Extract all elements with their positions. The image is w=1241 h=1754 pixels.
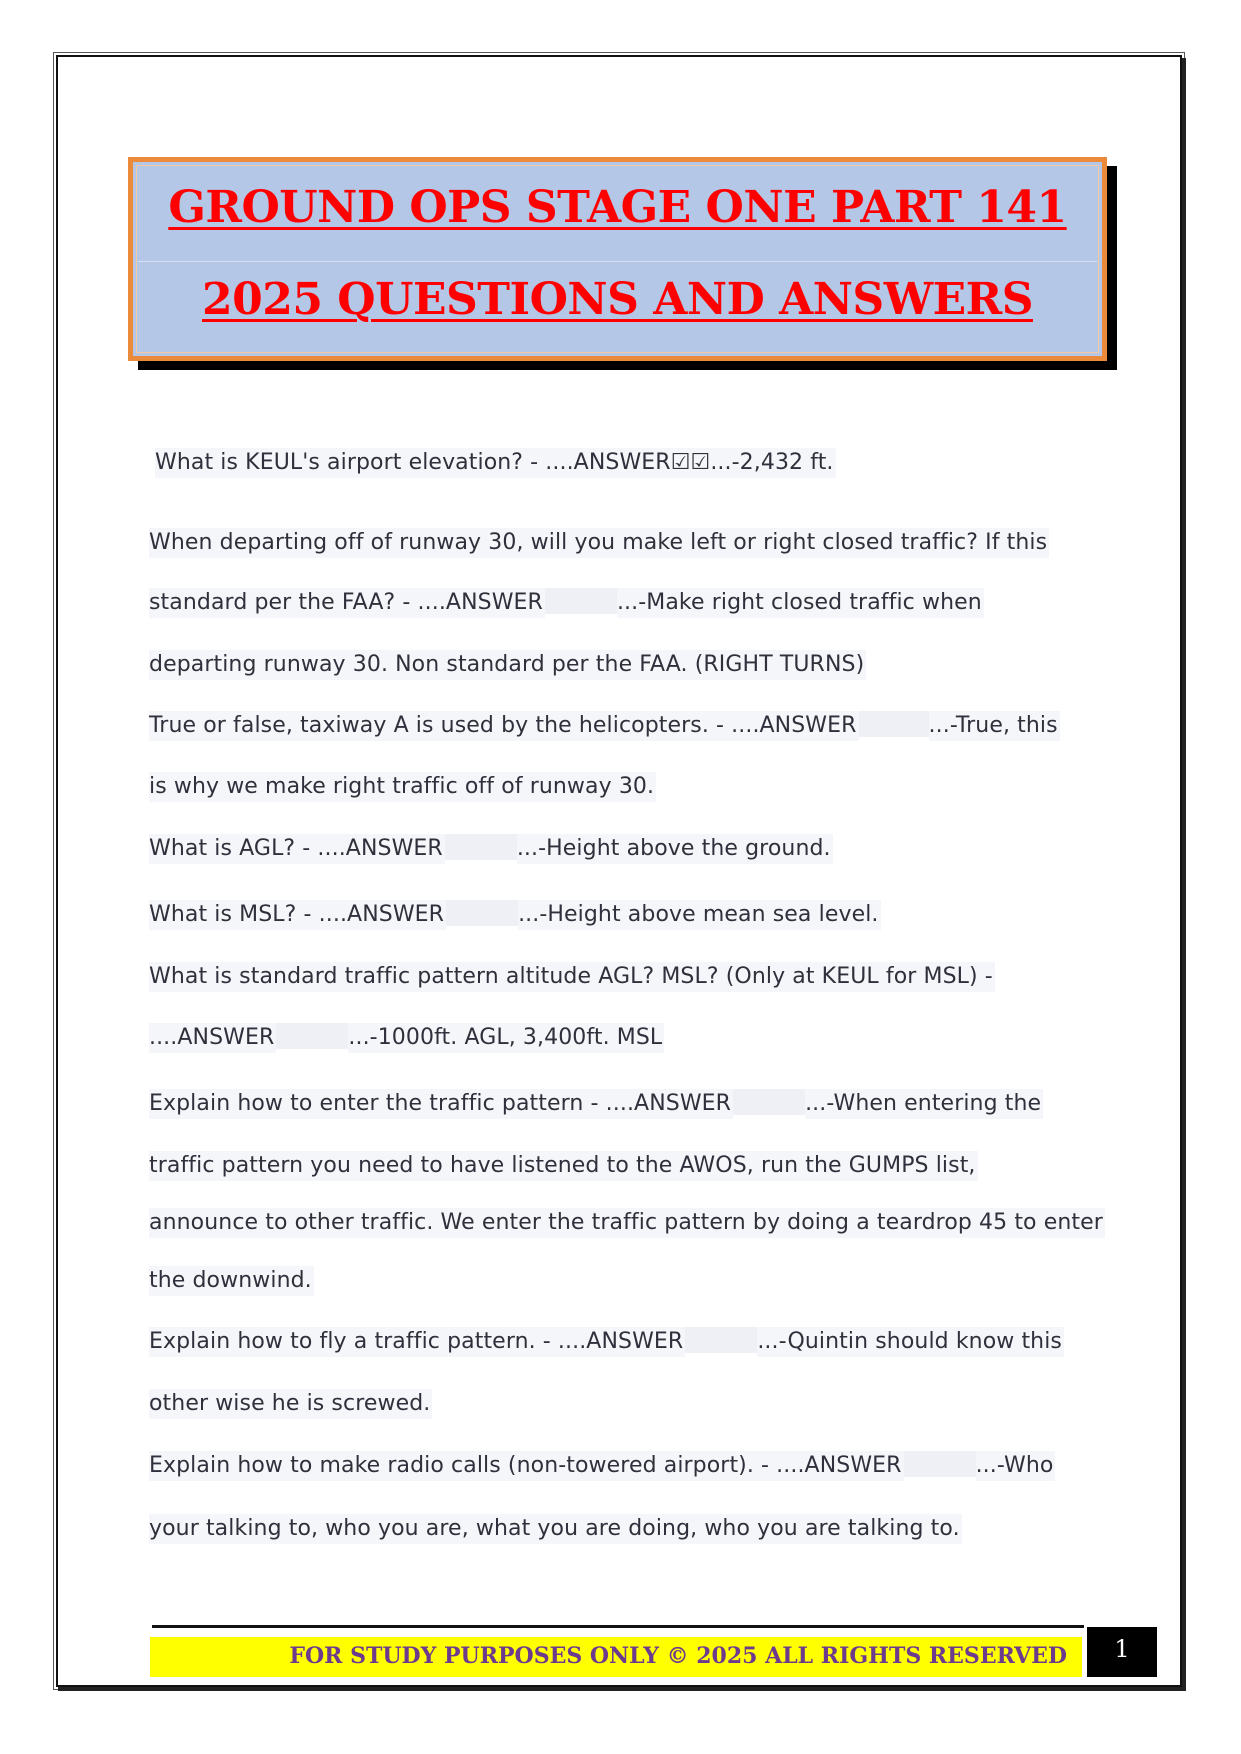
qa-line	[149, 711, 1060, 741]
qa-line	[149, 1389, 432, 1419]
qa-line	[149, 772, 656, 802]
title-divider	[138, 261, 1097, 262]
title-line-1: GROUND OPS STAGE ONE PART 141	[168, 182, 1067, 233]
qa-text: your talking to, who you are, what you are doing, who you are talking to.	[149, 1514, 962, 1544]
qa-line	[149, 1266, 314, 1296]
qa-line	[149, 528, 1049, 558]
qa-answer-text: ...-Make right closed traffic when	[617, 588, 984, 618]
qa-line	[149, 650, 866, 680]
qa-text: What is MSL? - ....ANSWER	[149, 900, 446, 930]
qa-text: is why we make right traffic off of runway 30.	[149, 772, 656, 802]
qa-line	[149, 1151, 978, 1181]
answer-gap	[446, 900, 518, 926]
qa-text: other wise he is screwed.	[149, 1389, 432, 1419]
qa-answer-text: ...-When entering the	[805, 1089, 1043, 1119]
qa-line	[149, 588, 984, 618]
qa-answer-text: ...-True, this	[929, 711, 1060, 741]
qa-text: announce to other traffic. We enter the traffic pattern by doing a teardrop 45 to enter	[149, 1208, 1105, 1238]
qa-line	[149, 1451, 1055, 1481]
answer-gap	[904, 1451, 976, 1477]
qa-line	[149, 1089, 1043, 1119]
qa-line	[149, 962, 995, 992]
qa-text: ....ANSWER	[149, 1023, 276, 1053]
answer-gap	[733, 1089, 805, 1115]
qa-answer-text: ...-Who	[976, 1451, 1056, 1481]
qa-line	[149, 1208, 1105, 1238]
qa-text: departing runway 30. Non standard per the FAA. (RIGHT TURNS)	[149, 650, 866, 680]
qa-text: Explain how to make radio calls (non-towered airport). - ....ANSWER	[149, 1451, 904, 1481]
qa-line	[149, 1023, 664, 1053]
qa-text: Explain how to enter the traffic pattern - ....ANSWER	[149, 1089, 733, 1119]
answer-gap	[685, 1327, 757, 1353]
qa-text: Explain how to fly a traffic pattern. - ....ANSWER	[149, 1327, 685, 1357]
qa-text: What is standard traffic pattern altitude AGL? MSL? (Only at KEUL for MSL) -	[149, 962, 995, 992]
qa-line	[149, 1327, 1064, 1357]
qa-text: standard per the FAA? - ....ANSWER	[149, 588, 545, 618]
answer-gap	[445, 834, 517, 860]
qa-text: What is KEUL's airport elevation? - ....ANSWER☑☑...-2,432 ft.	[155, 448, 836, 478]
qa-answer-text: ...-1000ft. AGL, 3,400ft. MSL	[348, 1023, 664, 1053]
page-frame-shadow-right	[1182, 58, 1186, 1690]
page-frame-shadow-bottom	[58, 1687, 1186, 1691]
qa-text: traffic pattern you need to have listened to the AWOS, run the GUMPS list,	[149, 1151, 978, 1181]
title-box	[128, 157, 1107, 361]
qa-text: When departing off of runway 30, will you make left or right closed traffic? If this	[149, 528, 1049, 558]
qa-line	[149, 1514, 962, 1544]
page-number-box	[1087, 1627, 1157, 1677]
qa-answer-text: ...-Height above mean sea level.	[518, 900, 880, 930]
qa-line	[149, 834, 833, 864]
qa-text: What is AGL? - ....ANSWER	[149, 834, 445, 864]
qa-answer-text: ...-Quintin should know this	[757, 1327, 1064, 1357]
title-line-2: 2025 QUESTIONS AND ANSWERS	[201, 274, 1033, 325]
answer-gap	[276, 1023, 348, 1049]
qa-line	[155, 448, 836, 478]
answer-gap	[859, 711, 929, 737]
qa-text: the downwind.	[149, 1266, 314, 1296]
answer-gap	[545, 588, 617, 614]
qa-answer-text: ...-Height above the ground.	[517, 834, 833, 864]
footer-band	[150, 1637, 1082, 1677]
qa-text: True or false, taxiway A is used by the helicopters. - ....ANSWER	[149, 711, 859, 741]
qa-line	[149, 900, 881, 930]
page-number: 1	[1114, 1635, 1130, 1663]
footer-rule	[152, 1625, 1084, 1628]
footer-text: FOR STUDY PURPOSES ONLY © 2025 ALL RIGHTS RESERVED	[289, 1643, 1067, 1669]
